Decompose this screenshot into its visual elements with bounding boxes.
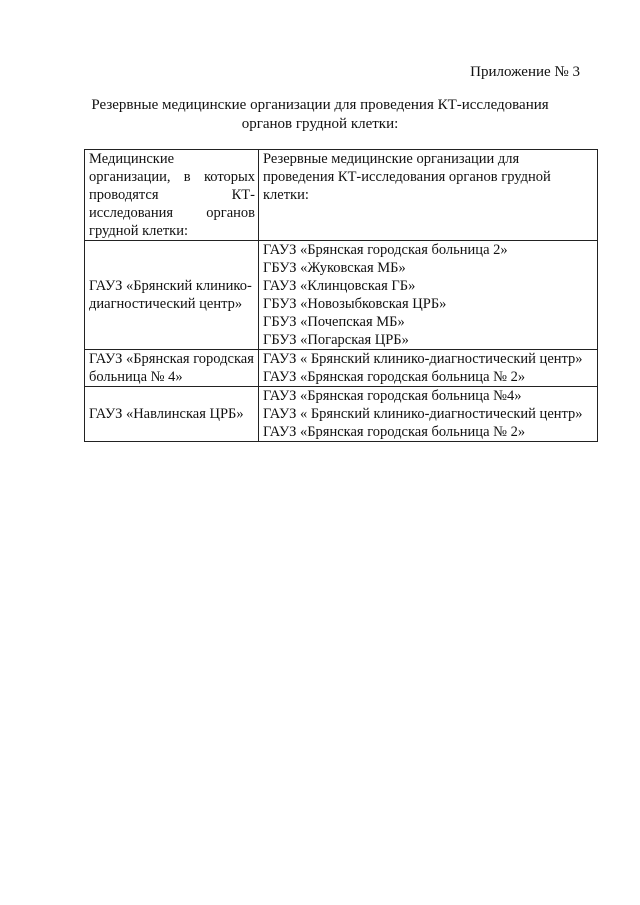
reserve-item: ГБУЗ «Новозыбковская ЦРБ» xyxy=(263,296,447,312)
reserve-item: ГБУЗ «Почепская МБ» xyxy=(263,314,405,330)
row-reserve-list xyxy=(259,350,598,387)
reserve-item: ГАУЗ « Брянский клинико-диагностический центр» xyxy=(263,351,583,367)
reserve-item: ГБУЗ «Жуковская МБ» xyxy=(263,260,406,276)
table-row xyxy=(85,387,598,442)
table-row xyxy=(85,241,598,350)
table-header-row xyxy=(85,150,598,241)
title-line-2: органов грудной клетки: xyxy=(241,116,399,132)
row-reserve-list xyxy=(259,241,598,350)
reserve-item: ГАУЗ «Клинцовская ГБ» xyxy=(263,278,416,294)
reserve-item: ГБУЗ «Погарская ЦРБ» xyxy=(263,332,409,348)
header-reserve-organizations: Резервные медицинские организации для проведения КТ-исследования органов грудной клетки: xyxy=(259,150,598,241)
title-line-1: Резервные медицинские организации для проведения КТ-исследования xyxy=(91,97,549,113)
header-medical-organizations: Медицинские организации, в которых проводятся КТ-исследования органов грудной клетки: xyxy=(85,150,259,241)
reserve-item: ГАУЗ «Брянская городская больница №4» xyxy=(263,388,522,404)
reserve-item: ГАУЗ «Брянская городская больница № 2» xyxy=(263,369,526,385)
table-row xyxy=(85,350,598,387)
row-organization: ГАУЗ «Брянская городская больница № 4» xyxy=(85,350,259,387)
appendix-label: Приложение № 3 xyxy=(470,64,580,80)
reserve-item: ГАУЗ «Брянская городская больница № 2» xyxy=(263,424,526,440)
reserve-organizations-table xyxy=(84,149,598,442)
reserve-item: ГАУЗ « Брянский клинико-диагностический центр» xyxy=(263,406,583,422)
document-title xyxy=(60,96,580,134)
row-reserve-list xyxy=(259,387,598,442)
row-organization: ГАУЗ «Брянский клинико-диагностический центр» xyxy=(85,241,259,350)
reserve-item: ГАУЗ «Брянская городская больница 2» xyxy=(263,242,508,258)
row-organization: ГАУЗ «Навлинская ЦРБ» xyxy=(85,387,259,442)
